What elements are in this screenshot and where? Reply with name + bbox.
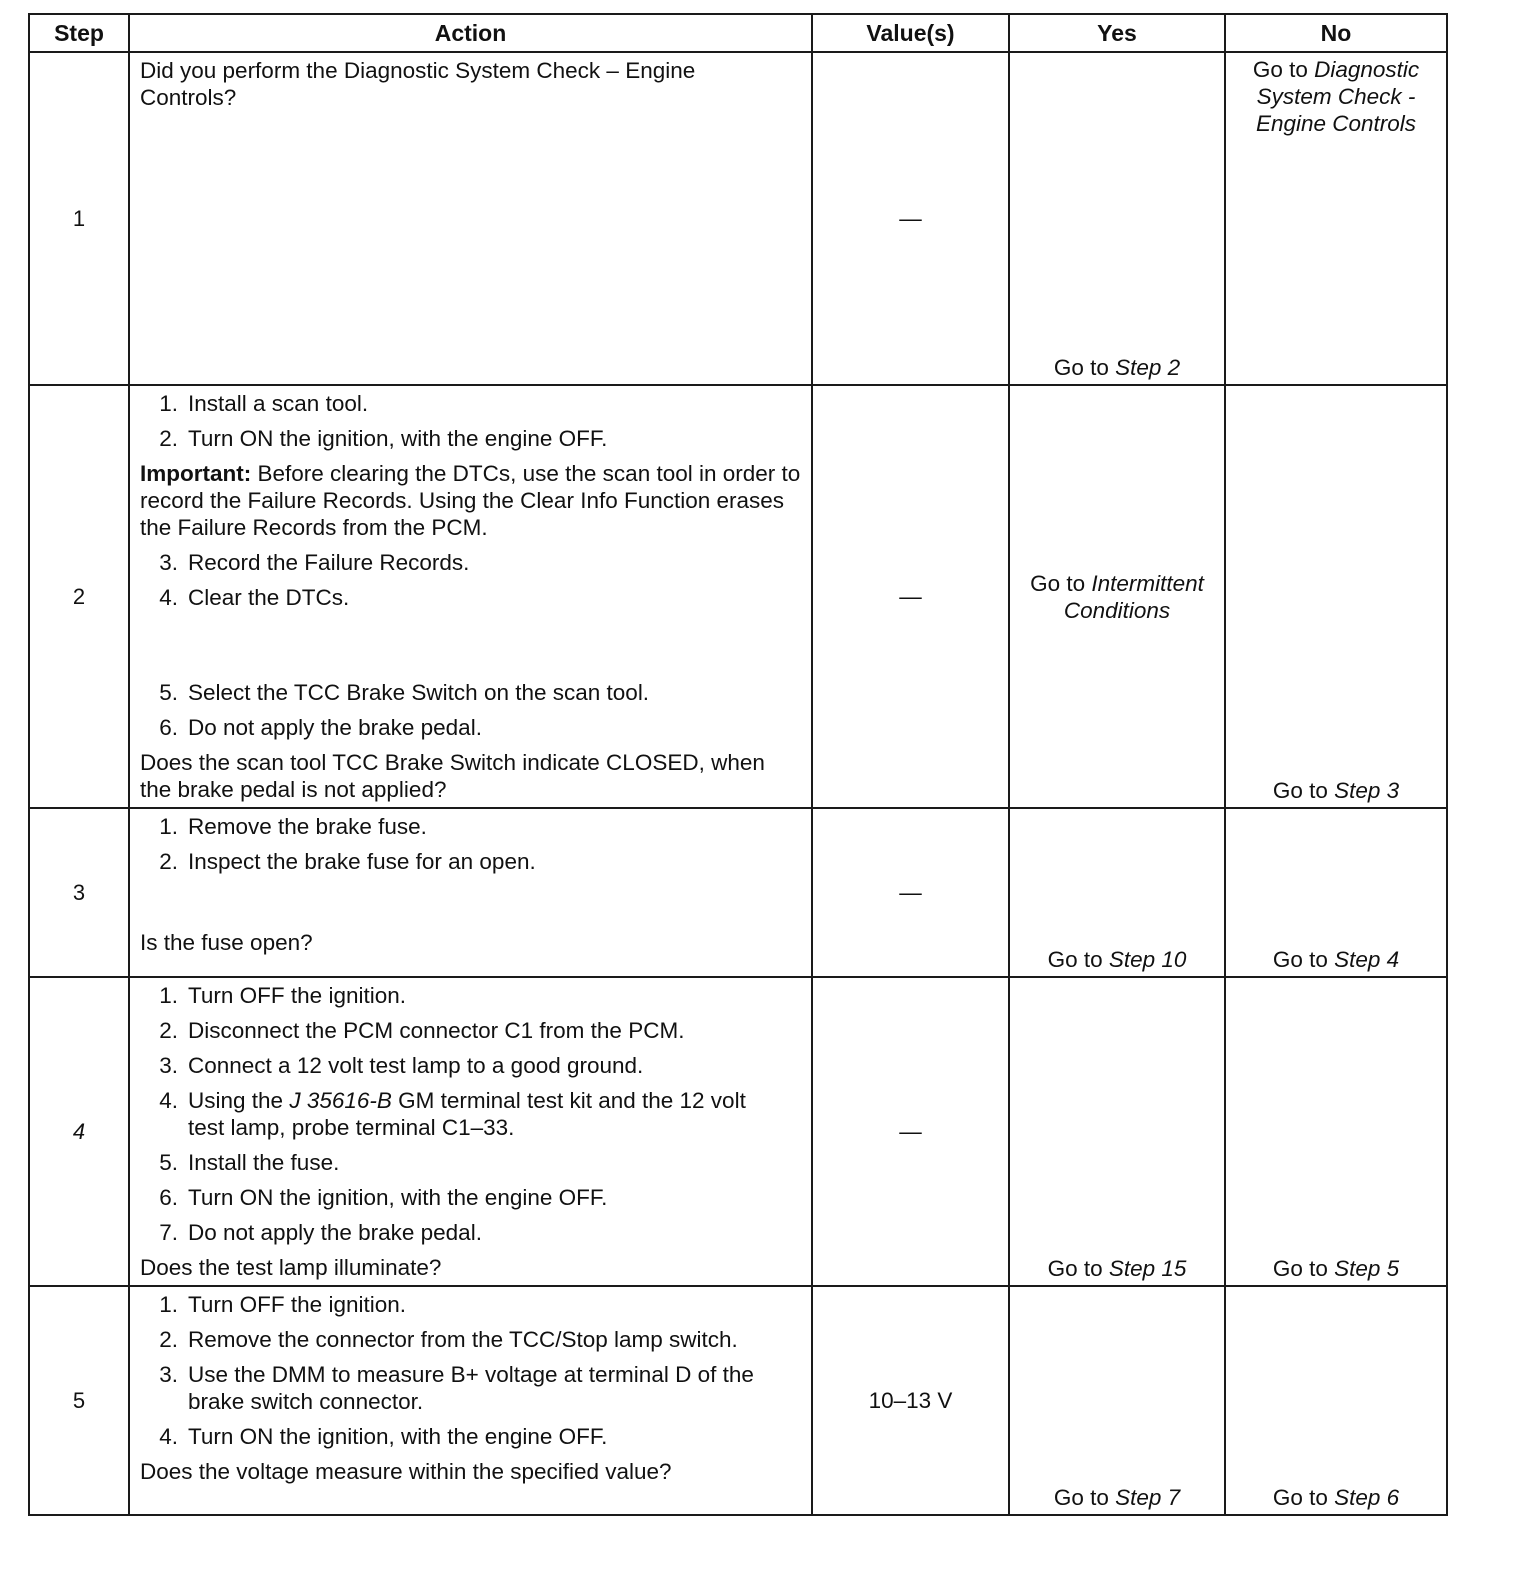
list-item: 5. Select the TCC Brake Switch on the scan tool. <box>159 680 650 705</box>
question-text: Is the fuse open? <box>140 930 313 955</box>
goto-prefix: Go to <box>1272 947 1328 972</box>
goto-link-step-2[interactable]: Step 2 <box>1115 355 1181 380</box>
goto-prefix: Go to <box>1272 1485 1328 1510</box>
important-text: Before clearing the DTCs, use the scan tool in order to record the Failure Records. Using the Clear Info Function erases the Failure Records from the PCM. <box>140 461 801 540</box>
header-step: Step <box>29 14 129 52</box>
yes-cell <box>1009 52 1225 385</box>
list-item: 3. Record the Failure Records. <box>159 550 470 575</box>
no-cell <box>1225 1286 1447 1515</box>
table-row <box>29 52 1447 385</box>
step-number: 1 <box>29 52 129 385</box>
tool-reference: J 35616-B <box>289 1088 392 1113</box>
goto-link-step-7[interactable]: Step 7 <box>1115 1485 1181 1510</box>
value-cell: — <box>812 808 1009 977</box>
action-cell <box>129 808 812 977</box>
header-no: No <box>1225 14 1447 52</box>
step-number: 3 <box>29 808 129 977</box>
list-item: 2. Remove the connector from the TCC/Stop lamp switch. <box>159 1327 738 1352</box>
value-cell: — <box>812 385 1009 808</box>
important-note <box>140 460 801 541</box>
goto-link-step-10[interactable]: Step 10 <box>1108 947 1187 972</box>
goto-prefix: Go to <box>1053 1485 1109 1510</box>
goto-link-step-4[interactable]: Step 4 <box>1334 947 1400 972</box>
table-row <box>29 385 1447 808</box>
table-row <box>29 977 1447 1286</box>
list-item: 2. Turn ON the ignition, with the engine OFF. <box>159 426 608 451</box>
question-text: Did you perform the Diagnostic System Check – Engine Controls? <box>140 58 696 110</box>
goto-prefix: Go to <box>1252 57 1308 82</box>
no-cell <box>1225 52 1447 385</box>
goto-link-step-3[interactable]: Step 3 <box>1334 778 1400 803</box>
list-item: 1. Remove the brake fuse. <box>159 814 427 839</box>
step-number: 2 <box>29 385 129 808</box>
header-row <box>29 14 1447 52</box>
goto-link-diagnostic-system-check[interactable]: Diagnostic System Check - Engine Controls <box>1255 57 1420 136</box>
diagnostic-table <box>28 13 1448 1516</box>
goto-prefix: Go to <box>1053 355 1109 380</box>
header-action: Action <box>129 14 812 52</box>
goto-link-intermittent-conditions[interactable]: Intermittent Conditions <box>1063 570 1204 623</box>
list-item: 2. Inspect the brake fuse for an open. <box>159 849 536 874</box>
goto-prefix: Go to <box>1272 778 1328 803</box>
no-cell <box>1225 385 1447 808</box>
no-cell <box>1225 977 1447 1286</box>
value-cell: 10–13 V <box>812 1286 1009 1515</box>
no-cell <box>1225 808 1447 977</box>
list-item: 6. Do not apply the brake pedal. <box>159 715 482 740</box>
value-cell: — <box>812 52 1009 385</box>
yes-cell <box>1009 808 1225 977</box>
goto-prefix: Go to <box>1030 570 1086 596</box>
header-values: Value(s) <box>812 14 1009 52</box>
header-yes: Yes <box>1009 14 1225 52</box>
list-item: 5. Install the fuse. <box>159 1150 340 1175</box>
goto-prefix: Go to <box>1047 947 1103 972</box>
question-text: Does the test lamp illuminate? <box>140 1255 442 1280</box>
question-text: Does the scan tool TCC Brake Switch indicate CLOSED, when the brake pedal is not applied? <box>140 750 765 802</box>
goto-prefix: Go to <box>1272 1256 1328 1281</box>
list-item: 1. Turn OFF the ignition. <box>159 983 407 1008</box>
table-row <box>29 1286 1447 1515</box>
list-item: 6. Turn ON the ignition, with the engine OFF. <box>159 1185 608 1210</box>
value-cell: — <box>812 977 1009 1286</box>
yes-cell <box>1009 977 1225 1286</box>
table-row <box>29 808 1447 977</box>
action-cell <box>129 1286 812 1515</box>
action-cell <box>129 52 812 385</box>
list-item: 2. Disconnect the PCM connector C1 from the PCM. <box>159 1018 685 1043</box>
action-cell <box>129 977 812 1286</box>
list-item: 3. Connect a 12 volt test lamp to a good ground. <box>159 1053 644 1078</box>
goto-link-step-6[interactable]: Step 6 <box>1334 1485 1400 1510</box>
list-item: 4. Using the J 35616-B GM terminal test kit and the 12 volt test lamp, probe terminal C1–33. <box>159 1088 746 1140</box>
action-cell <box>129 385 812 808</box>
goto-prefix: Go to <box>1047 1256 1103 1281</box>
goto-link-step-15[interactable]: Step 15 <box>1108 1256 1187 1281</box>
list-item: 1. Install a scan tool. <box>159 391 369 416</box>
list-item: 4. Clear the DTCs. <box>159 585 350 610</box>
goto-link-step-5[interactable]: Step 5 <box>1334 1256 1400 1281</box>
important-label: Important: <box>140 461 252 486</box>
list-item: 7. Do not apply the brake pedal. <box>159 1220 482 1245</box>
yes-cell <box>1009 385 1225 808</box>
question-text: Does the voltage measure within the specified value? <box>140 1459 672 1484</box>
list-item: 1. Turn OFF the ignition. <box>159 1292 407 1317</box>
step-number: 5 <box>29 1286 129 1515</box>
yes-cell <box>1009 1286 1225 1515</box>
step-number: 4 <box>29 977 129 1286</box>
list-item: 4. Turn ON the ignition, with the engine OFF. <box>159 1424 608 1449</box>
list-item: 3. Use the DMM to measure B+ voltage at terminal D of the brake switch connector. <box>159 1362 754 1414</box>
